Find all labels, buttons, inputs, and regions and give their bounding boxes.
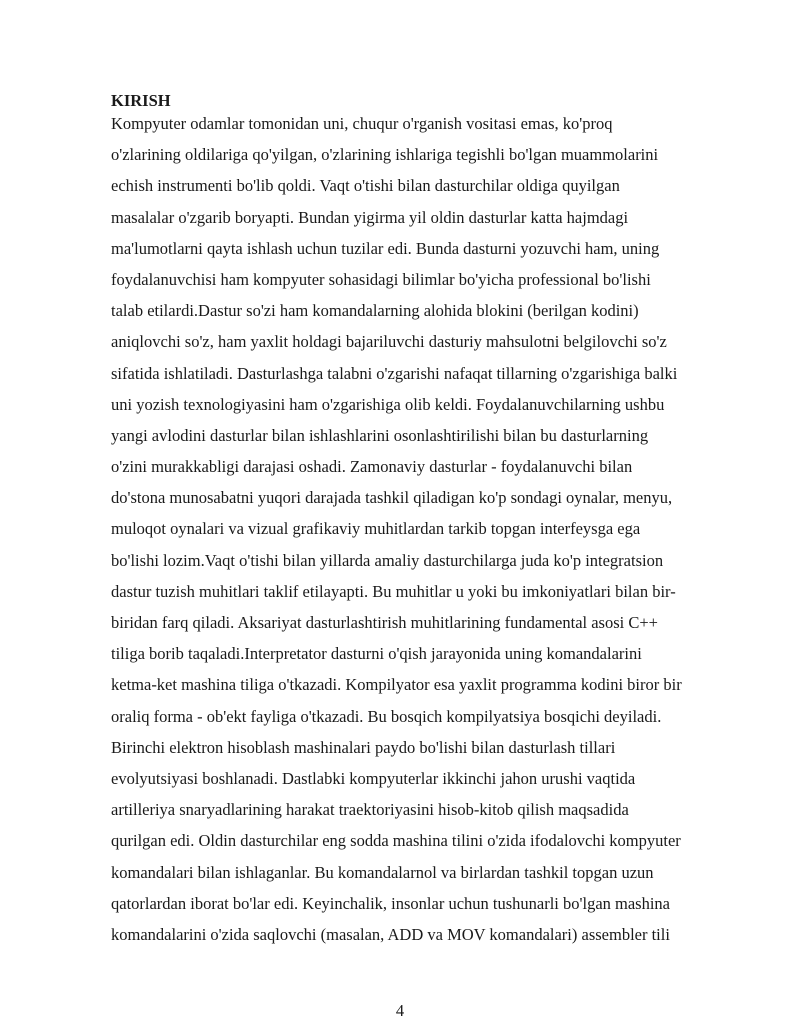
text-line: Birinchi elektron hisoblash mashinalari paydo bo'lishi bilan dasturlash tillari	[111, 737, 616, 757]
section-heading: KIRISH	[111, 91, 171, 110]
text-line: uni yozish texnologiyasini ham o'zgarishiga olib keldi. Foydalanuvchilarning ushbu	[111, 394, 665, 414]
text-line: komandalarini o'zida saqlovchi (masalan, ADD va MOV komandalari) assembler tili	[111, 924, 670, 944]
text-line: muloqot oynalari va vizual grafikaviy muhitlardan tarkib topgan interfeysga ega	[111, 519, 641, 539]
text-line: evolyutsiyasi boshlanadi. Dastlabki kompyuterlar ikkinchi jahon urushi vaqtida	[111, 768, 636, 788]
text-line: o'zlarining oldilariga qo'yilgan, o'zlarining ishlariga tegishli bo'lgan muammolarini	[111, 145, 659, 165]
text-line: o'zini murakkabligi darajasi oshadi. Zamonaviy dasturlar - foydalanuvchi bilan	[111, 457, 633, 477]
text-line: ma'lumotlarni qayta ishlash uchun tuzilar edi. Bunda dasturni yozuvchi ham, uning	[111, 238, 660, 258]
page-number: 4	[395, 1001, 405, 1020]
text-line: artilleriya snaryadlarining harakat traektoriyasini hisob-kitob qilish maqsadida	[111, 800, 629, 820]
text-line: dastur tuzish muhitlari taklif etilayapti. Bu muhitlar u yoki bu imkoniyatlari bilan bir-	[111, 581, 676, 601]
text-line: qurilgan edi. Oldin dasturchilar eng sodda mashina tilini o'zida ifodalovchi kompyuter	[111, 831, 681, 851]
text-line: komandalari bilan ishlaganlar. Bu komandalarnol va birlardan tashkil topgan uzun	[111, 862, 654, 882]
text-line: Kompyuter odamlar tomonidan uni, chuqur o'rganish vositasi emas, ko'proq	[111, 114, 613, 133]
text-line: foydalanuvchisi ham kompyuter sohasidagi bilimlar bo'yicha professional bo'lishi	[111, 269, 651, 289]
body-text	[111, 114, 751, 956]
text-line: echish instrumenti bo'lib qoldi. Vaqt o'tishi bilan dasturchilar oldiga quyilgan	[111, 176, 620, 196]
text-line: oraliq forma - ob'ekt fayliga o'tkazadi. Bu bosqich kompilyatsiya bosqichi deyiladi.	[111, 706, 662, 726]
text-line: bo'lishi lozim.Vaqt o'tishi bilan yillarda amaliy dasturchilarga juda ko'p integratsion	[111, 550, 664, 570]
text-line: yangi avlodini dasturlar bilan ishlashlarini osonlashtirilishi bilan bu dasturlarning	[111, 425, 649, 445]
text-line: tiliga borib taqaladi.Interpretator dasturni o'qish jarayonida uning komandalarini	[111, 644, 642, 664]
text-line: qatorlardan iborat bo'lar edi. Keyinchalik, insonlar uchun tushunarli bo'lgan mashina	[111, 893, 671, 913]
text-line: ketma-ket mashina tiliga o'tkazadi. Kompilyator esa yaxlit programma kodini biror bir	[111, 675, 682, 695]
text-line: aniqlovchi so'z, ham yaxlit holdagi bajariluvchi dasturiy mahsulotni belgilovchi so'z	[111, 332, 667, 352]
text-line: talab etilardi.Dastur so'zi ham komandalarning alohida blokini (berilgan kodini)	[111, 301, 639, 321]
text-line: biridan farq qiladi. Aksariyat dasturlashtirish muhitlarining fundamental asosi C++	[111, 613, 658, 632]
text-line: masalalar o'zgarib boryapti. Bundan yigirma yil oldin dasturlar katta hajmdagi	[111, 207, 629, 227]
text-line: do'stona munosabatni yuqori darajada tashkil qiladigan ko'p sondagi oynalar, menyu,	[111, 488, 673, 508]
text-line: sifatida ishlatiladi. Dasturlashga talabni o'zgarishi nafaqat tillarning o'zgarishiga balki	[111, 363, 678, 383]
